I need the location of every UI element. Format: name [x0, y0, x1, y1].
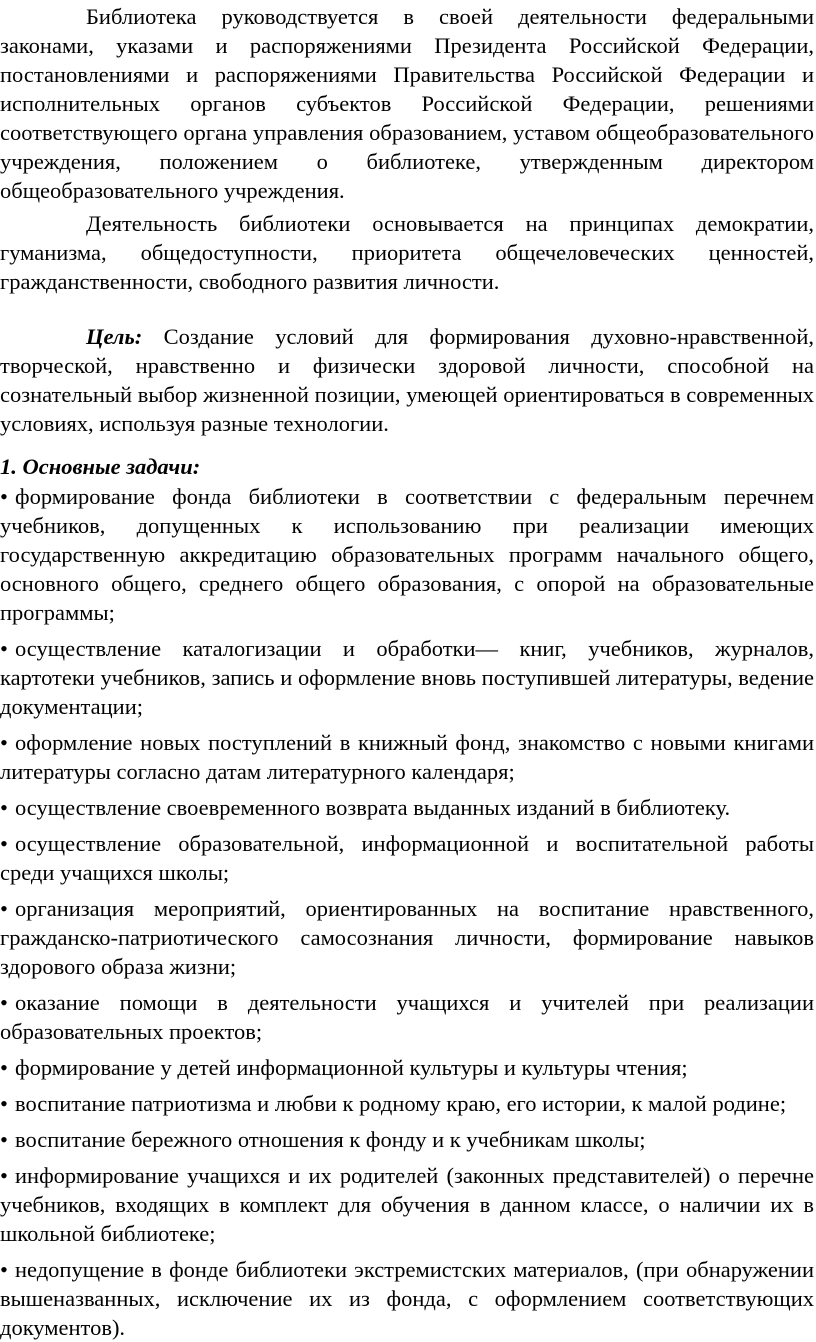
- task-item: [0, 1255, 814, 1342]
- task-item-text: недопущение в фонде библиотеки экстремистских материалов, (при обнаружении вышеназванных, исключение их из фонда, с оформлением соответствующих документов).: [0, 1257, 814, 1340]
- task-item-text: организация мероприятий, ориентированных на воспитание нравственного, гражданско-патриотического самосознания личности, формирование навыков здорового образа жизни;: [0, 896, 814, 979]
- task-item-text: формирование у детей информационной культуры и культуры чтения;: [15, 1055, 688, 1080]
- task-item: [0, 793, 814, 822]
- task-item-text: оформление новых поступлений в книжный фонд, знакомство с новыми книгами литературы согласно датам литературного календаря;: [0, 730, 814, 784]
- bullet-icon: •: [0, 636, 8, 661]
- task-item-text: информирование учащихся и их родителей (законных представителей) о перечне учебников, входящих в комплект для обучения в данном классе, о наличии их в школьной библиотеке;: [0, 1163, 814, 1246]
- task-item-text: воспитание бережного отношения к фонду и к учебникам школы;: [15, 1127, 646, 1152]
- task-item: [0, 634, 814, 721]
- goal-text: Создание условий для формирования духовно-нравственной, творческой, нравственно и физически здоровой личности, способной на сознательный выбор жизненной позиции, умеющей ориентироваться в современных условиях, используя разные технологии.: [0, 324, 815, 436]
- bullet-icon: •: [0, 831, 8, 856]
- bullet-icon: •: [0, 1127, 8, 1152]
- task-item: [0, 894, 814, 981]
- task-item: [0, 1161, 814, 1248]
- task-item: [0, 988, 814, 1046]
- task-item-text: формирование фонда библиотеки в соответствии с федеральным перечнем учебников, допущенных к использованию при реализации имеющих государственную аккредитацию образовательных программ начального общего, основного общего, среднего общего образования, с опорой на образовательные программы;: [0, 484, 814, 625]
- intro-paragraph-principles: Деятельность библиотеки основывается на принципах демократии, гуманизма, общедоступности, приоритета общечеловеческих ценностей, гражданственности, свободного развития личности.: [0, 211, 814, 294]
- bullet-icon: •: [0, 990, 8, 1015]
- bullet-icon: •: [0, 1163, 8, 1188]
- goal-label: Цель:: [86, 324, 143, 349]
- task-item: [0, 1125, 814, 1154]
- task-item-text: осуществление каталогизации и обработки— книг, учебников, журналов, картотеки учебников, запись и оформление вновь поступившей литературы, ведение документации;: [0, 636, 814, 719]
- task-item-text: воспитание патриотизма и любви к родному краю, его истории, к малой родине;: [15, 1091, 787, 1116]
- task-item: [0, 1089, 814, 1118]
- intro-paragraph-legal-basis: Библиотека руководствуется в своей деятельности федеральными законами, указами и распоряжениями Президента Российской Федерации, постановлениями и распоряжениями Правительства Российской Федерации и исполнительных органов субъектов Российской Федерации, решениями соответствующего органа управления образованием, уставом общеобразовательного учреждения, положением о библиотеке, утвержденным директором общеобразовательного учреждения.: [0, 4, 814, 203]
- bullet-icon: •: [0, 896, 8, 921]
- task-item: [0, 482, 814, 627]
- bullet-icon: •: [0, 1055, 8, 1080]
- task-item: [0, 829, 814, 887]
- bullet-icon: •: [0, 484, 8, 509]
- task-item-text: осуществление образовательной, информационной и воспитательной работы среди учащихся школы;: [0, 831, 814, 885]
- task-item: [0, 1053, 814, 1082]
- task-item-text: осуществление своевременного возврата выданных изданий в библиотеку.: [15, 795, 731, 820]
- bullet-icon: •: [0, 1257, 8, 1282]
- bullet-icon: •: [0, 795, 8, 820]
- bullet-icon: •: [0, 730, 8, 755]
- bullet-icon: •: [0, 1091, 8, 1116]
- task-item-text: оказание помощи в деятельности учащихся и учителей при реализации образовательных проектов;: [0, 990, 814, 1044]
- goal-paragraph: [0, 322, 814, 438]
- section-heading-tasks: 1. Основные задачи:: [0, 454, 201, 479]
- tasks-list: [0, 482, 814, 1342]
- task-item: [0, 728, 814, 786]
